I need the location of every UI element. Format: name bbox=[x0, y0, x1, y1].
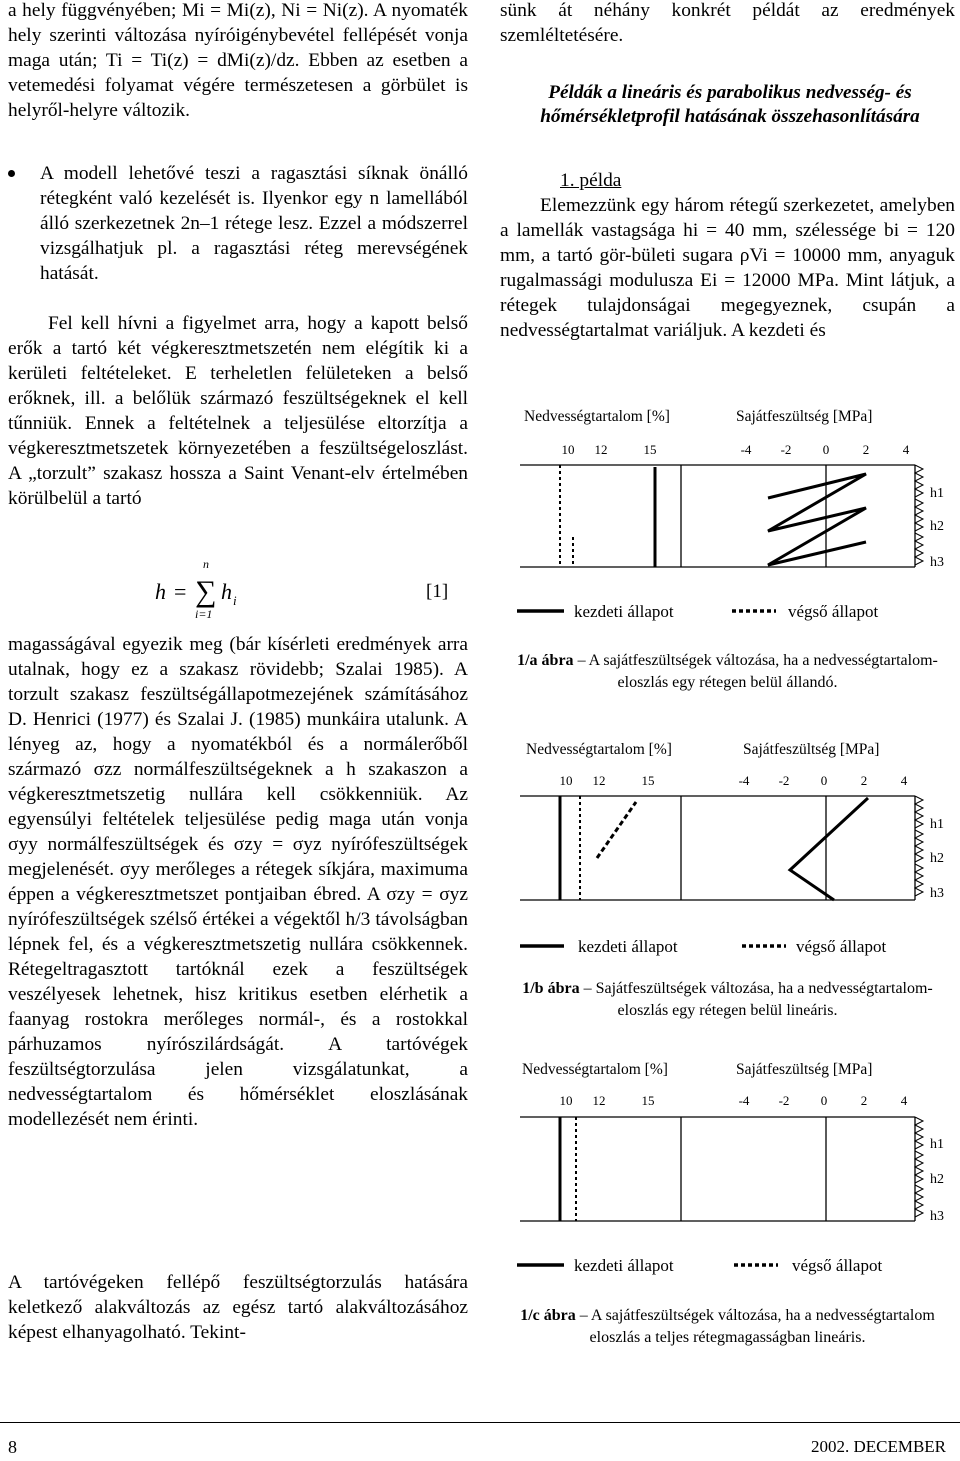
fig-c-h-label: h2 bbox=[930, 1172, 944, 1187]
caption-1b-text: – Sajátfeszültségek változása, ha a nedvességtartalom-eloszlás egy rétegen belül lineáris. bbox=[579, 980, 933, 1019]
paragraph-end: A tartóvégeken fellépő feszültségtorzulás hatására keletkező alakváltozás az egész tartó alakváltozásához képest elhanyagolható. Tekint- bbox=[8, 1272, 468, 1343]
eq-sum-top: n bbox=[203, 557, 209, 571]
fig-c-tick: 15 bbox=[641, 1093, 655, 1108]
figure-1a bbox=[500, 400, 955, 630]
fig-a-header-stress: Sajátfeszültség [MPa] bbox=[736, 408, 873, 425]
fig-c-bracket bbox=[915, 1151, 923, 1183]
fig-b-bracket bbox=[915, 830, 923, 862]
fig-b-h-label: h2 bbox=[930, 851, 944, 866]
legend-final-label: végső állapot bbox=[792, 1256, 883, 1275]
fig-a-h-label: h2 bbox=[930, 519, 944, 534]
fig-b-tick: 10 bbox=[559, 773, 573, 788]
fig-a-bracket bbox=[915, 533, 923, 565]
eq-term-sub: i bbox=[233, 593, 237, 608]
fig-c-tick: 10 bbox=[559, 1093, 573, 1108]
fig-a-bracket bbox=[915, 465, 923, 497]
eq-term: h bbox=[221, 579, 232, 604]
page-footer bbox=[0, 1422, 960, 1460]
figure-1c bbox=[500, 1050, 955, 1290]
paragraph-boundary: Fel kell hívni a figyelmet arra, hogy a kapott belső erők a tartó két végkeresztmetszetén nem elégítik ki a kerületi feltételeket. E terheletlen felületeken a belső erőknek, ill. a belőlük származó feszültségeknek el kell tűnniük. Ennek a feltételnek a teljesülése eltorzítja a végkeresztmetszetek környezetében a feszültségeloszlást. A „torzult” szakasz hossza a Saint Venant-elv értelmében körülbelül a tartó bbox=[8, 313, 468, 509]
fig-a-tick: 15 bbox=[643, 442, 657, 457]
fig-c-tick: 2 bbox=[860, 1093, 868, 1108]
bullet-item: A modell lehetővé teszi a ragasztási síknak önálló rétegként való kezelését is. Ilyenkor egy n lamellából álló szerkezetnek 2n–1 rétege lesz. Ezzel a módszerrel vizsgálhatjuk pl. a ragasztási réteg merevségének hatását. bbox=[8, 161, 468, 286]
eq-sum-bottom: i=1 bbox=[195, 607, 213, 621]
caption-1a-text: – A sajátfeszültségek változása, ha a nedvességtartalom-eloszlás egy rétegen belül állandó. bbox=[573, 652, 938, 691]
fig-b-tick: 12 bbox=[592, 773, 606, 788]
paragraph-intro: a hely függvényében; Mi = Mi(z), Ni = Ni(z). A nyomaték hely szerinti változása nyíróigénybevétel fellépését vonja maga után; Ti = Ti(z) = dMi(z)/dz. Ebben az esetben a vetemedési folyamat végére természetesen a görbület is helyről-helyre változik. bbox=[8, 0, 468, 121]
legend-initial-label: kezdeti állapot bbox=[574, 1256, 674, 1275]
sum-symbol: ∑ bbox=[195, 575, 217, 608]
fig-c-header-moisture: Nedvességtartalom [%] bbox=[522, 1061, 668, 1078]
fig-a-stress-profile bbox=[768, 474, 866, 565]
fig-a-tick: 4 bbox=[902, 442, 910, 457]
caption-1b-label: 1/b ábra bbox=[522, 980, 580, 997]
fig-a-tick: -2 bbox=[780, 442, 792, 457]
fig-c-tick: 4 bbox=[900, 1093, 908, 1108]
equation-1 bbox=[8, 556, 468, 622]
fig-a-bracket bbox=[915, 499, 923, 531]
fig-a-tick: 12 bbox=[594, 442, 608, 457]
examples-title: Példák a lineáris és parabolikus nedvesség- és hőmérsékletprofil hatásának összehasonlítására bbox=[540, 82, 920, 127]
legend-final-label: végső állapot bbox=[796, 937, 887, 956]
fig-a-tick: 10 bbox=[561, 442, 575, 457]
caption-1a bbox=[510, 650, 945, 694]
caption-1a-label: 1/a ábra bbox=[517, 652, 574, 669]
fig-b-tick: 15 bbox=[641, 773, 655, 788]
fig-c-tick: -2 bbox=[778, 1093, 790, 1108]
eq-lhs: h bbox=[155, 579, 166, 604]
fig-c-bracket bbox=[915, 1117, 923, 1149]
fig-b-tick: -4 bbox=[738, 773, 750, 788]
fig-b-stress-profile bbox=[790, 798, 868, 900]
legend-initial-label: kezdeti állapot bbox=[578, 937, 678, 956]
fig-b-header-moisture: Nedvességtartalom [%] bbox=[526, 741, 672, 758]
fig-b-h-label: h1 bbox=[930, 817, 944, 832]
fig-c-tick: 12 bbox=[592, 1093, 606, 1108]
caption-1b bbox=[510, 978, 945, 1022]
example-paragraph: Elemezzünk egy három rétegű szerkezetet, amelyben a lamellák vastagsága hi = 40 mm, szélessége bi = 120 mm, a tartó gör-bületi sugara ρVi = 10000 mm, anyaguk rugalmassági modulusza Ei = 12000 MPa. Mint látjuk, a rétegek tulajdonságai megegyeznek, csupán a nedvességtartalmat variáljuk. A kezdeti és bbox=[500, 195, 955, 341]
fig-c-bracket bbox=[915, 1185, 923, 1217]
fig-b-bracket bbox=[915, 864, 923, 896]
caption-1c bbox=[510, 1305, 945, 1349]
legend-final-label: végső állapot bbox=[788, 602, 879, 621]
fig-b-tick: 2 bbox=[860, 773, 868, 788]
footer-rule bbox=[0, 1422, 960, 1423]
eq-number: [1] bbox=[426, 581, 449, 602]
fig-b-final-moisture bbox=[597, 802, 636, 858]
issue-date: 2002. DECEMBER bbox=[810, 1437, 946, 1456]
fig-b-h-label: h3 bbox=[930, 886, 944, 901]
fig-b-tick: -2 bbox=[778, 773, 790, 788]
fig-b-tick: 4 bbox=[900, 773, 908, 788]
figure-1b bbox=[500, 730, 955, 975]
fig-a-h-label: h3 bbox=[930, 555, 944, 570]
fig-c-h-label: h1 bbox=[930, 1137, 944, 1152]
page-number: 8 bbox=[8, 1437, 17, 1457]
fig-b-bracket bbox=[915, 796, 923, 828]
fig-a-h-label: h1 bbox=[930, 486, 944, 501]
legend-initial-label: kezdeti állapot bbox=[574, 602, 674, 621]
fig-b-tick: 0 bbox=[820, 773, 828, 788]
fig-b-header-stress: Sajátfeszültség [MPa] bbox=[743, 741, 880, 758]
caption-1c-label: 1/c ábra bbox=[520, 1307, 576, 1324]
fig-c-tick: -4 bbox=[738, 1093, 750, 1108]
paragraph-torsion: magasságával egyezik meg (bár kísérleti eredmények arra utalnak, hogy ez a szakasz rövidebb; Szalai 1985). A torzult szakasz feszültségállapotmezejének számításához D. Henrici (1977) és Szalai J. (1985) munkáira utalunk. A lényeg az, hogy a nyomatékból és a normálerőből származó σzz normálfeszültségeknek a h szakaszon a végkeresztmetszetig nullára kell csökkenniük. Az egyensúlyi feltételek teljesülése pedig maga után vonja σyy normálfeszültségek és σzy = σyz nyírófeszültségek megjelenését. σyy merőleges a rétegek síkjára, maximuma éppen a végkeresztmetszet pontjaiban ébred. A σzy = σyz nyírófeszültségek szélső értékei a végektől h/3 távolságban lépnek fel, és a végkeresztmetszetig nullára csökkennek. Rétegeltragasztott tartóknál ezek a feszültségek veszélyesek lehetnek, hisz kritikus esetben elérhetik a faanyag rostokra merőleges normál-, és a rostokkal párhuzamos nyírószilárdságát. A tartóvégek feszültségtorzulása jelen vizsgálatunkat, a nedvességtartalom és hőmérséklet eloszlásának modellezését nem érinti. bbox=[8, 634, 468, 1130]
caption-1c-text: – A sajátfeszültségek változása, ha a nedvességtartalom eloszlás a teljes rétegmagasságban lineáris. bbox=[575, 1307, 935, 1346]
fig-a-tick: -4 bbox=[740, 442, 752, 457]
paragraph-continue: sünk át néhány konkrét példát az eredmények szemléltetésére. bbox=[500, 0, 955, 46]
fig-c-h-label: h3 bbox=[930, 1209, 944, 1224]
fig-a-header-moisture: Nedvességtartalom [%] bbox=[524, 408, 670, 425]
fig-c-tick: 0 bbox=[820, 1093, 828, 1108]
example-label: 1. példa bbox=[560, 170, 622, 191]
fig-a-tick: 0 bbox=[822, 442, 830, 457]
fig-a-tick: 2 bbox=[862, 442, 870, 457]
fig-c-header-stress: Sajátfeszültség [MPa] bbox=[736, 1061, 873, 1078]
eq-equals: = bbox=[174, 579, 187, 604]
